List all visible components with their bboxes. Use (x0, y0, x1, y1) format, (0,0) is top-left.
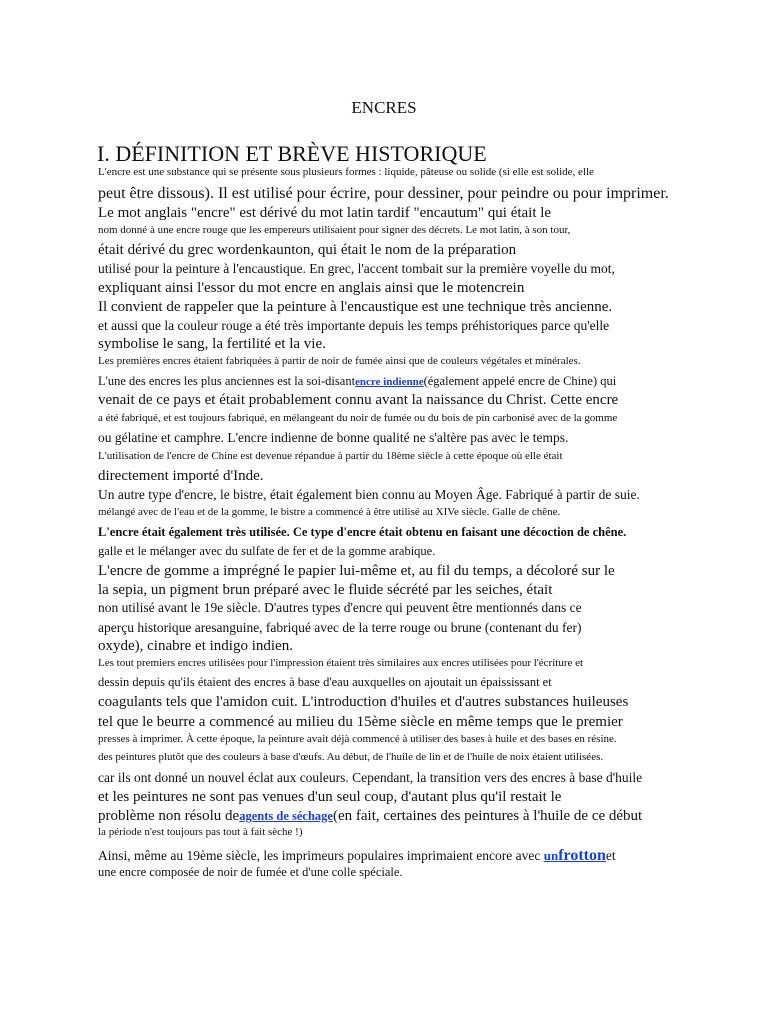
text-line: Les tout premiers encres utilisées pour l'impression étaient très similaires aux encres utilisées pour l'écriture et (98, 657, 584, 669)
text-line: utilisé pour la peinture à l'encaustique. En grec, l'accent tombait sur la première voyelle du mot, (98, 261, 615, 276)
text-line: peut être dissous). Il est utilisé pour écrire, pour dessiner, pour peindre ou pour imprimer. (98, 185, 669, 202)
text-line: oxyde), cinabre et indigo indien. (98, 638, 293, 654)
text-line: symbolise le sang, la fertilité et la vie. (98, 336, 326, 352)
text-line: mélangé avec de l'eau et de la gomme, le bistre a commencé à être utilisé au XIVe siècle. Galle de chêne. (98, 506, 561, 518)
text-line: et les peintures ne sont pas venues d'un seul coup, d'autant plus qu'il restait le (98, 789, 562, 805)
text-line: galle et le mélanger avec du sulfate de fer et de la gomme arabique. (98, 544, 436, 558)
document-title: ENCRES (351, 98, 417, 117)
text-line: L'encre est une substance qui se présente sous plusieurs formes : liquide, pâteuse ou solide (si elle est solide, elle (98, 166, 594, 178)
text-segment: (en fait, certaines des peintures à l'huile de ce début (332, 808, 643, 824)
text-line: coagulants tels que l'amidon cuit. L'introduction d'huiles et d'autres substances huileuses (98, 694, 629, 710)
text-line: était dérivé du grec wordenkaunton, qui était le nom de la préparation (98, 242, 517, 258)
section-heading: I. DÉFINITION ET BRÈVE HISTORIQUE (97, 141, 487, 166)
link-agents-de-sechage[interactable]: agents de séchage (239, 809, 333, 823)
text-line: des peintures plutôt que des couleurs à base d'œufs. Au début, de l'huile de lin et de l'huile de noix étaient utilisées. (98, 751, 604, 763)
text-line: expliquant ainsi l'essor du mot encre en anglais ainsi que le motencrein (98, 280, 525, 296)
text-line: Il convient de rappeler que la peinture à l'encaustique est une technique très ancienne. (98, 299, 613, 315)
text-line: ou gélatine et camphre. L'encre indienne de bonne qualité ne s'altère pas avec le temps. (98, 430, 569, 445)
text-line (98, 809, 642, 824)
text-segment: et (605, 848, 616, 863)
text-line: directement importé d'Inde. (98, 468, 264, 484)
text-line (98, 375, 616, 388)
link-encre-indienne[interactable]: encre indienne (355, 376, 424, 388)
text-line: Les premières encres étaient fabriquées à partir de noir de fumée ainsi que de couleurs végétales et minérales. (98, 355, 581, 367)
text-line: dessin depuis qu'ils étaient des encres à base d'eau auxquelles on ajoutait un épaississant et (98, 675, 552, 689)
text-line: tel que le beurre a commencé au milieu du 15ème siècle en même temps que le premier (98, 714, 623, 730)
text-line: L'encre de gomme a imprégné le papier lui-même et, au fil du temps, a décoloré sur le (98, 563, 615, 579)
text-line (98, 848, 616, 864)
text-line: Un autre type d'encre, le bistre, était également bien connu au Moyen Âge. Fabriqué à partir de suie. (98, 487, 640, 502)
link-un[interactable]: un (543, 848, 559, 863)
text-line: non utilisé avant le 19e siècle. D'autres types d'encre qui peuvent être mentionnés dans ce (98, 600, 582, 615)
text-line: une encre composée de noir de fumée et d'une colle spéciale. (98, 865, 403, 879)
text-segment: L'une des encres les plus anciennes est la soi-disant (98, 374, 356, 388)
text-line: aperçu historique aresanguine, fabriqué avec de la terre rouge ou brune (contenant du fer) (98, 620, 582, 635)
text-line: venait de ce pays et était probablement connu avant la naissance du Christ. Cette encre (98, 392, 619, 408)
text-segment: Ainsi, même au 19ème siècle, les imprimeurs populaires imprimaient encore avec (98, 848, 544, 863)
text-segment: problème non résolu de (98, 808, 240, 824)
text-line: a été fabriqué, et est toujours fabriqué, en mélangeant du noir de fumée ou du bois de pin carbonisé avec de la gomme (98, 412, 618, 424)
text-segment: (également appelé encre de Chine) qui (423, 374, 617, 388)
bold-text: L'encre était également très utilisée. Ce type d'encre était obtenu en faisant une décoction de chêne. (98, 525, 627, 539)
text-line: nom donné à une encre rouge que les empereurs utilisaient pour signer des décrets. Le mot latin, à son tour, (98, 224, 571, 236)
link-frotton[interactable]: frotton (558, 847, 606, 864)
text-line: presses à imprimer. À cette époque, la peinture avait déjà commencé à utiliser des bases à huile et des bases en résine. (98, 733, 617, 745)
text-line: car ils ont donné un nouvel éclat aux couleurs. Cependant, la transition vers des encres à base d'huile (98, 770, 643, 785)
text-line: et aussi que la couleur rouge a été très importante depuis les temps préhistoriques parce qu'elle (98, 318, 610, 333)
text-line: la période n'est toujours pas tout à fait sèche !) (98, 826, 303, 838)
text-line: L'utilisation de l'encre de Chine est devenue répandue à partir du 18ème siècle à cette époque où elle était (98, 450, 563, 462)
text-line: la sepia, un pigment brun préparé avec le fluide sécrété par les seiches, était (98, 582, 553, 598)
text-line: Le mot anglais "encre" est dérivé du mot latin tardif "encautum" qui était le (98, 205, 552, 221)
text-line (98, 526, 626, 539)
